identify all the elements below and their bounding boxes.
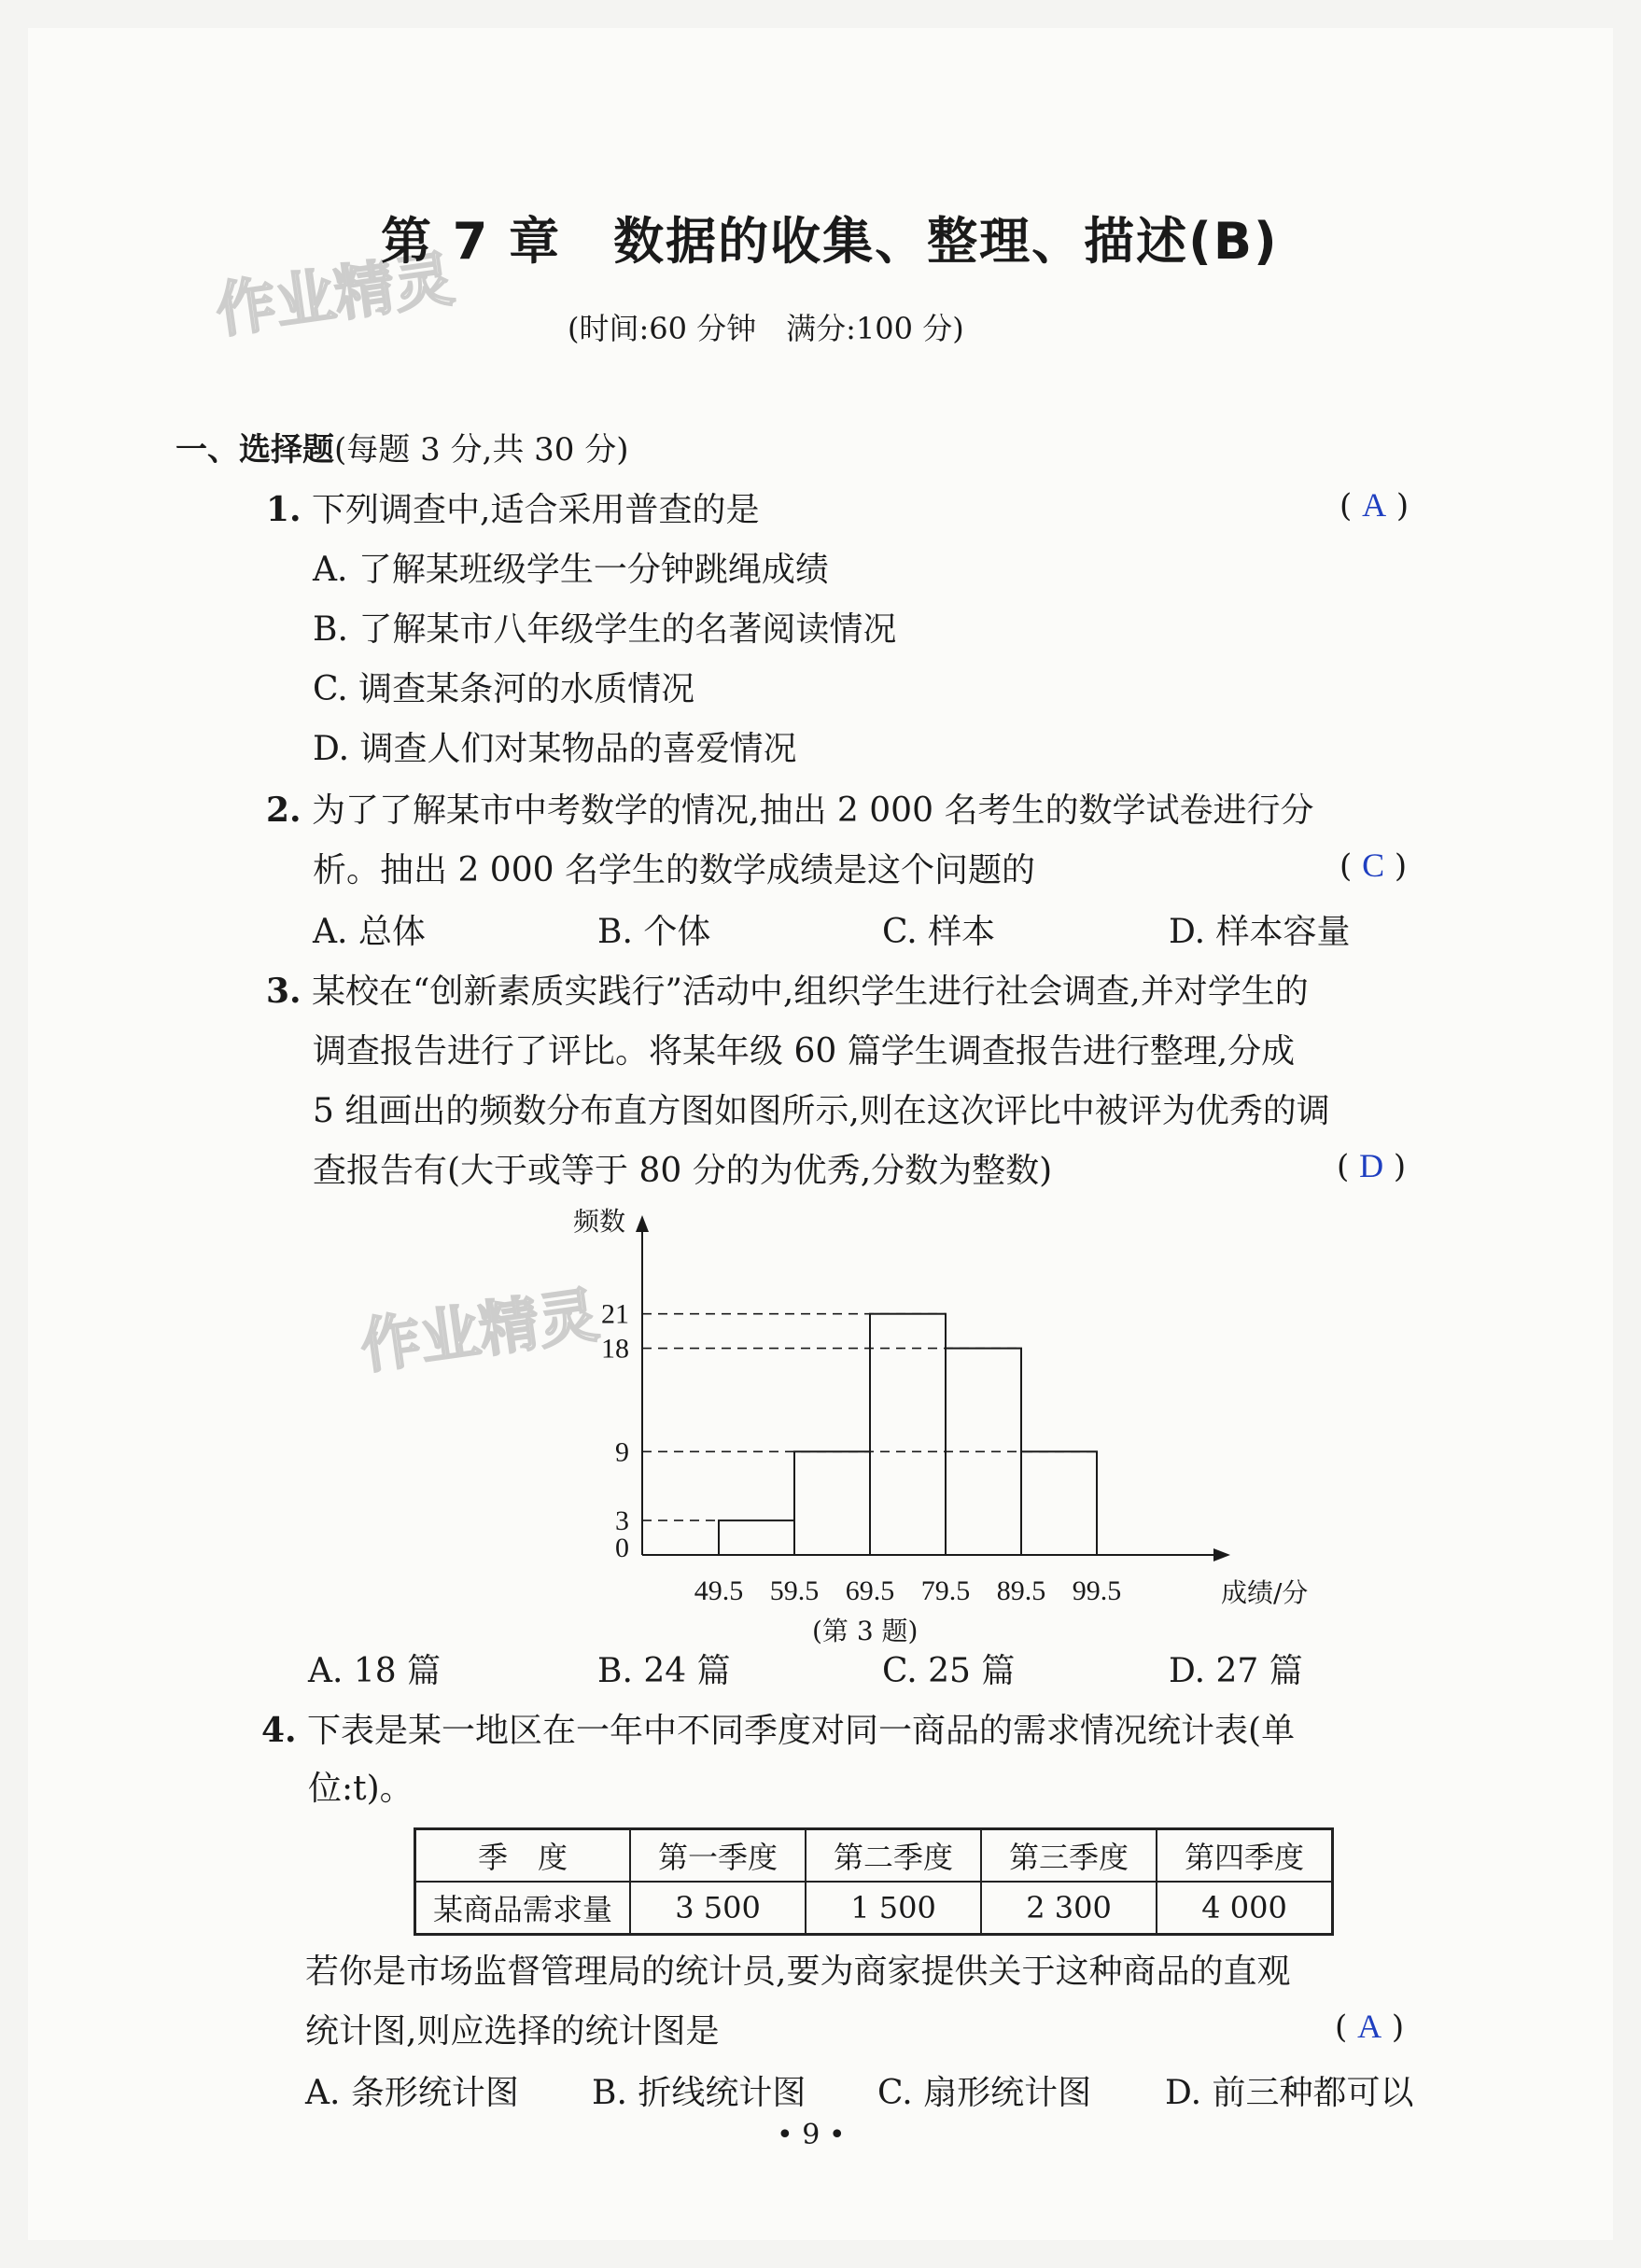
question-2-line2: 析。抽出 2 000 名学生的数学成绩是这个问题的 — [313, 851, 1035, 889]
option-2b: B. 个体 — [597, 913, 711, 951]
option-4a: A. 条形统计图 — [305, 2074, 519, 2112]
option-3a: A. 18 篇 — [308, 1652, 442, 1690]
option-1b: B. 了解某市八年级学生的名著阅读情况 — [313, 610, 897, 649]
x-tick-label: 99.5 — [1072, 1575, 1122, 1606]
question-3-stem — [266, 965, 1309, 1013]
option-4d: D. 前三种都可以 — [1165, 2074, 1414, 2112]
y-axis-label: 频数 — [572, 1206, 625, 1237]
option-1a: A. 了解某班级学生一分钟跳绳成绩 — [313, 551, 829, 589]
y-axis-arrow — [636, 1215, 649, 1232]
question-2-stem — [266, 784, 1313, 832]
table-row — [415, 1882, 1333, 1935]
question-4-line4: 统计图,则应选择的统计图是 — [305, 2012, 720, 2051]
y-tick-label: 3 — [615, 1505, 629, 1537]
table-header-row — [415, 1829, 1333, 1883]
option-4b: B. 折线统计图 — [592, 2074, 806, 2112]
option-3d: D. 27 篇 — [1169, 1652, 1303, 1690]
question-4-line3: 若你是市场监督管理局的统计员,要为商家提供关于这种商品的直观 — [305, 1953, 1291, 1991]
answer-bracket-4: ( A ) — [1335, 2008, 1405, 2046]
option-1d: D. 调查人们对某物品的喜爱情况 — [313, 730, 797, 768]
answer-bracket-3: ( D ) — [1337, 1147, 1407, 1185]
x-tick-label: 79.5 — [920, 1575, 971, 1606]
question-number: 1. — [266, 490, 302, 529]
option-2d: D. 样本容量 — [1169, 913, 1351, 951]
y-tick-label: 9 — [615, 1436, 629, 1468]
page-title: 第 7 章 数据的收集、整理、描述(B) — [381, 212, 1279, 271]
table-cell: 2 300 — [981, 1882, 1157, 1935]
question-3-line3: 5 组画出的频数分布直方图如图所示,则在这次评比中被评为优秀的调 — [313, 1092, 1330, 1130]
x-tick-label: 89.5 — [996, 1575, 1046, 1606]
table-cell: 1 500 — [806, 1882, 981, 1935]
table-header-cell: 季 度 — [415, 1829, 631, 1883]
answer-2: C — [1362, 847, 1385, 884]
x-tick-label: 49.5 — [694, 1575, 744, 1606]
page-number: • 9 • — [777, 2119, 846, 2151]
table-cell: 某商品需求量 — [415, 1882, 631, 1935]
option-2a: A. 总体 — [313, 913, 426, 951]
demand-table — [414, 1827, 1334, 1936]
section-heading — [175, 424, 628, 469]
histogram-bar — [719, 1520, 794, 1555]
question-3-line4: 查报告有(大于或等于 80 分的为优秀,分数为整数) — [313, 1152, 1053, 1190]
y-tick-label: 18 — [601, 1333, 629, 1365]
answer-3: D — [1359, 1147, 1384, 1184]
option-2c: C. 样本 — [882, 913, 996, 951]
question-text: 下表是某一地区在一年中不同季度对同一商品的需求情况统计表(单 — [307, 1712, 1296, 1750]
watermark-top: 作业精灵 — [211, 245, 458, 347]
answer-4: A — [1357, 2008, 1382, 2045]
watermark-chart: 作业精灵 — [356, 1281, 603, 1383]
page — [28, 28, 1613, 2240]
y-tick-label: 0 — [615, 1533, 629, 1563]
chart-caption: (第 3 题) — [812, 1616, 919, 1646]
x-tick-label: 59.5 — [769, 1575, 820, 1606]
page-subtitle: (时间:60 分钟 满分:100 分) — [568, 311, 964, 346]
section-note: (每题 3 分,共 30 分) — [334, 431, 629, 469]
table-cell: 4 000 — [1157, 1882, 1333, 1935]
question-3-line2: 调查报告进行了评比。将某年级 60 篇学生调查报告进行整理,分成 — [313, 1032, 1296, 1071]
answer-bracket-1: ( A ) — [1339, 486, 1410, 525]
question-4-stem — [261, 1704, 1295, 1752]
x-axis-arrow — [1213, 1548, 1230, 1561]
table-cell: 3 500 — [630, 1882, 806, 1935]
histogram-chart — [495, 1204, 1316, 1615]
x-tick-label: 69.5 — [845, 1575, 895, 1606]
question-4-line2: 位:t)。 — [308, 1770, 414, 1808]
question-number: 3. — [266, 972, 302, 1011]
question-text: 某校在“创新素质实践行”活动中,组织学生进行社会调查,并对学生的 — [312, 973, 1309, 1011]
question-number: 2. — [266, 791, 302, 830]
histogram-bar — [1021, 1451, 1097, 1555]
question-text: 下列调查中,适合采用普查的是 — [312, 491, 760, 529]
table-header-cell: 第一季度 — [630, 1829, 806, 1883]
x-axis-label: 成绩/分 — [1221, 1577, 1309, 1608]
option-3b: B. 24 篇 — [597, 1652, 731, 1690]
question-1-stem — [266, 483, 760, 531]
y-tick-label: 21 — [601, 1298, 629, 1330]
option-4c: C. 扇形统计图 — [877, 2074, 1092, 2112]
answer-bracket-2: ( C ) — [1339, 847, 1408, 885]
option-1c: C. 调查某条河的水质情况 — [313, 670, 695, 708]
question-number: 4. — [261, 1711, 297, 1750]
option-3c: C. 25 篇 — [882, 1652, 1016, 1690]
histogram-bar — [870, 1314, 946, 1555]
answer-1: A — [1362, 486, 1387, 524]
histogram-bar — [794, 1451, 870, 1555]
table-header-cell: 第二季度 — [806, 1829, 981, 1883]
section-label: 一、选择题 — [175, 431, 334, 469]
table-header-cell: 第四季度 — [1157, 1829, 1333, 1883]
question-text: 为了了解某市中考数学的情况,抽出 2 000 名考生的数学试卷进行分 — [312, 791, 1314, 830]
table-header-cell: 第三季度 — [981, 1829, 1157, 1883]
